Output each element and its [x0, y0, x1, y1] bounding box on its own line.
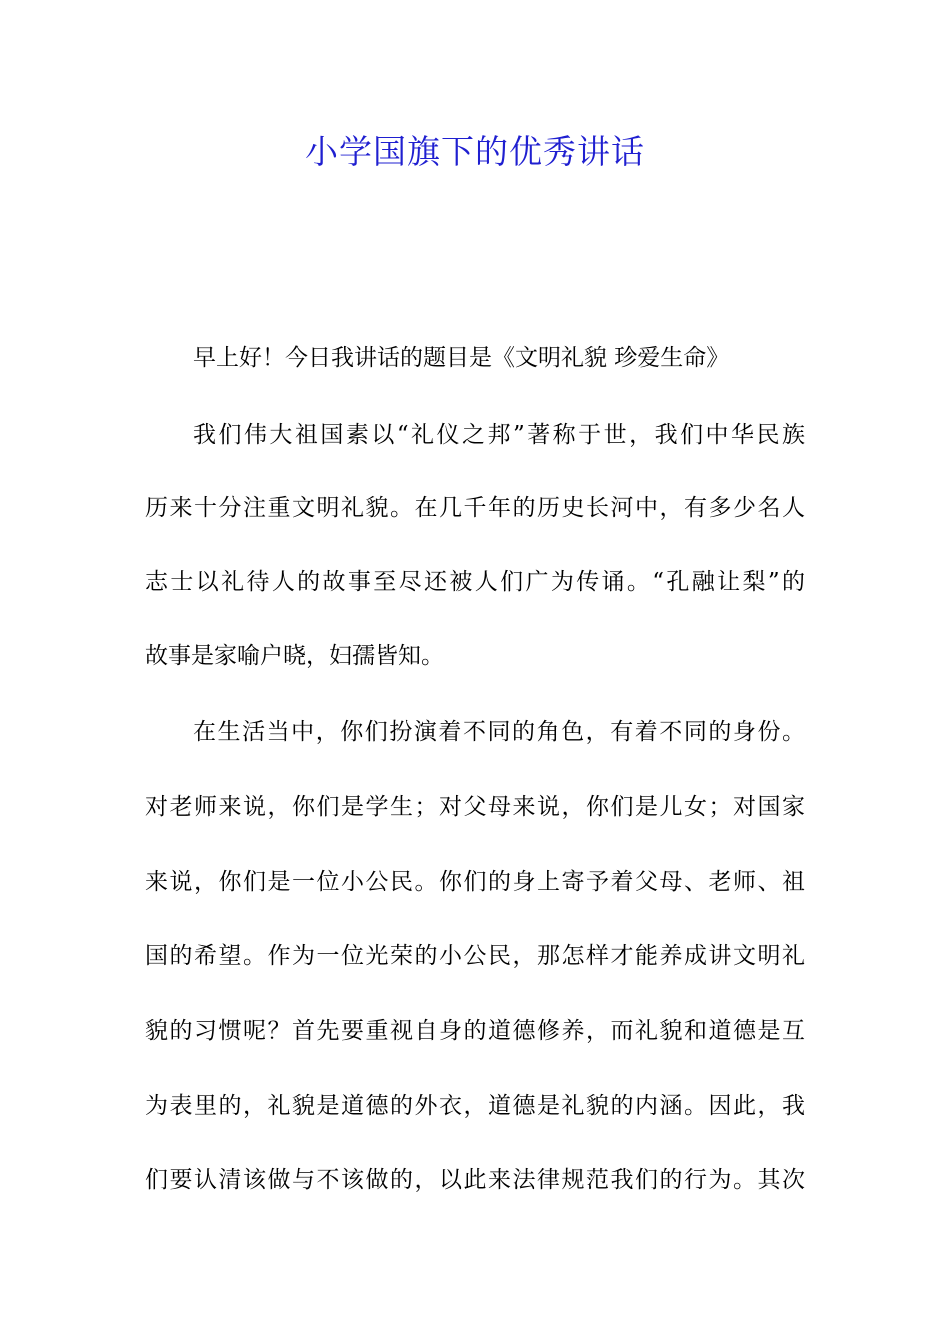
paragraph-line: 们要认清该做与不该做的，以此来法律规范我们的行为。其次 [145, 1167, 805, 1193]
paragraph-line: 早上好！今日我讲话的题目是《文明礼貌 珍爱生命》 [193, 345, 730, 371]
paragraph-line: 对老师来说，你们是学生；对父母来说，你们是儿女；对国家 [145, 794, 805, 820]
paragraph-line: 国的希望。作为一位光荣的小公民，那怎样才能养成讲文明礼 [145, 943, 805, 969]
paragraph-line: 志士以礼待人的故事至尽还被人们广为传诵。“孔融让梨”的 [145, 569, 805, 595]
paragraph-line: 故事是家喻户晓，妇孺皆知。 [145, 643, 444, 669]
paragraph-line: 历来十分注重文明礼貌。在几千年的历史长河中，有多少名人 [145, 495, 805, 521]
paragraph-line: 来说，你们是一位小公民。你们的身上寄予着父母、老师、祖 [145, 869, 805, 895]
paragraph-line: 貌的习惯呢？首先要重视自身的道德修养，而礼貌和道德是互 [145, 1018, 805, 1044]
paragraph-line: 我们伟大祖国素以“礼仪之邦”著称于世，我们中华民族 [193, 422, 805, 448]
paragraph-line: 在生活当中，你们扮演着不同的角色，有着不同的身份。 [193, 719, 805, 745]
document-title: 小学国旗下的优秀讲话 [305, 132, 645, 171]
paragraph-line: 为表里的，礼貌是道德的外衣，道德是礼貌的内涵。因此，我 [145, 1093, 805, 1119]
